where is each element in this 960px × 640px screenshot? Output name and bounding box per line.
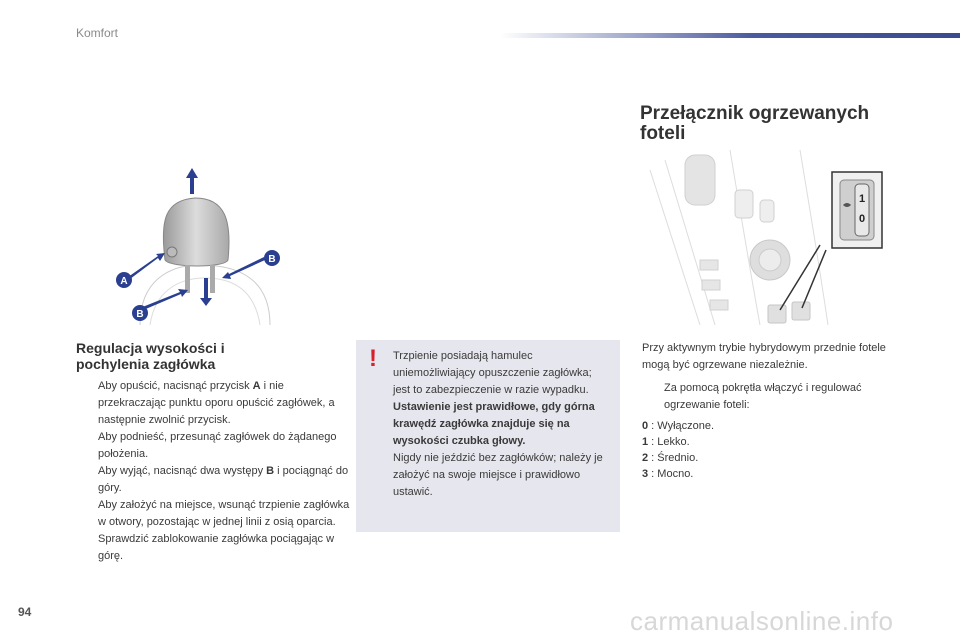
list-item (642, 466, 842, 482)
bullet-text-post: i nie przekraczając punktu oporu opuścić zagłówek, a następnie zwolnić przycisk. (98, 380, 335, 426)
warning-text (393, 348, 611, 501)
chapter-title: Komfort (76, 26, 119, 40)
bullet-text: Aby opuścić, nacisnąć przycisk (98, 380, 253, 392)
label-b-left: B (136, 309, 144, 320)
bullet-bold: B (266, 465, 275, 477)
watermark: carmanualsonline.info (630, 606, 894, 636)
bullet-text: Aby założyć na miejsce, wsunąć trzpienie zagłówka w otwory, pozostając w jednej linii z osią oparcia. Sprawdzić zablokowanie zagłówka pociągając w górę. (98, 499, 350, 562)
level-number: 0 (642, 420, 649, 432)
heated-seats-bullet-text: Za pomocą pokrętła włączyć i regulować ogrzewanie foteli: (664, 382, 862, 411)
warning-box (356, 340, 620, 532)
headrest-title-line2: pochylenia zagłówka (76, 356, 216, 372)
level-text: : Lekko. (648, 436, 690, 448)
label-b-right: B (268, 254, 276, 265)
list-item (80, 429, 350, 463)
level-text: : Średnio. (648, 452, 699, 464)
knob-label-top: 1 (858, 193, 866, 205)
headrest-title (76, 340, 346, 372)
bullet-text: Aby podnieść, przesunąć zagłówek do żądanego położenia. (98, 431, 337, 460)
heated-seats-bullet (642, 380, 902, 414)
warning-text-outro: Nigdy nie jeździć bez zagłówków; należy je założyć na swoje miejsce i prawidłowo ustawić. (393, 452, 603, 498)
knob-label-bottom: 0 (858, 213, 866, 225)
level-number: 3 (642, 468, 649, 480)
list-item (80, 463, 350, 497)
page-number: 94 (18, 605, 32, 619)
warning-text-bold: Ustawienie jest prawidłowe, gdy górna krawędź zagłówka znajduje się na wysokości czubka głowy. (393, 401, 595, 447)
headrest-drawing (110, 160, 290, 325)
list-item (642, 418, 842, 434)
level-text: : Mocno. (648, 468, 694, 480)
heat-levels-list (642, 418, 842, 482)
level-number: 2 (642, 452, 649, 464)
list-item (642, 434, 842, 450)
label-a: A (120, 276, 128, 287)
list-item (642, 450, 842, 466)
list-item (80, 378, 350, 429)
heated-seat-panel-illustration (640, 150, 888, 325)
heated-seats-title-line2: foteli (640, 123, 686, 144)
headrest-title-line1: Regulacja wysokości i (76, 340, 225, 356)
bullet-text: Aby wyjąć, nacisnąć dwa występy (98, 465, 267, 477)
headrest-instructions (80, 378, 350, 565)
headrest-illustration (110, 160, 290, 325)
level-number: 1 (642, 436, 649, 448)
heated-seats-intro: Przy aktywnym trybie hybrydowym przednie fotele mogą być ogrzewane niezależnie. (642, 342, 886, 371)
level-text: : Wyłączone. (648, 420, 715, 432)
center-console-drawing (640, 150, 888, 325)
list-item (80, 497, 350, 565)
warning-text-intro: Trzpienie posiadają hamulec uniemożliwiający opuszczenie zagłówka; jest to zabezpieczenie w razie wypadku. (393, 350, 592, 396)
bullet-bold: A (252, 380, 261, 392)
heated-seats-title (640, 104, 920, 144)
warning-exclamation-icon: ! (369, 345, 377, 372)
bullet-text-post: i pociągnąć do góry. (98, 465, 349, 494)
header-accent-bar (500, 33, 960, 38)
heated-seats-title-line1: Przełącznik ogrzewanych (640, 103, 870, 124)
